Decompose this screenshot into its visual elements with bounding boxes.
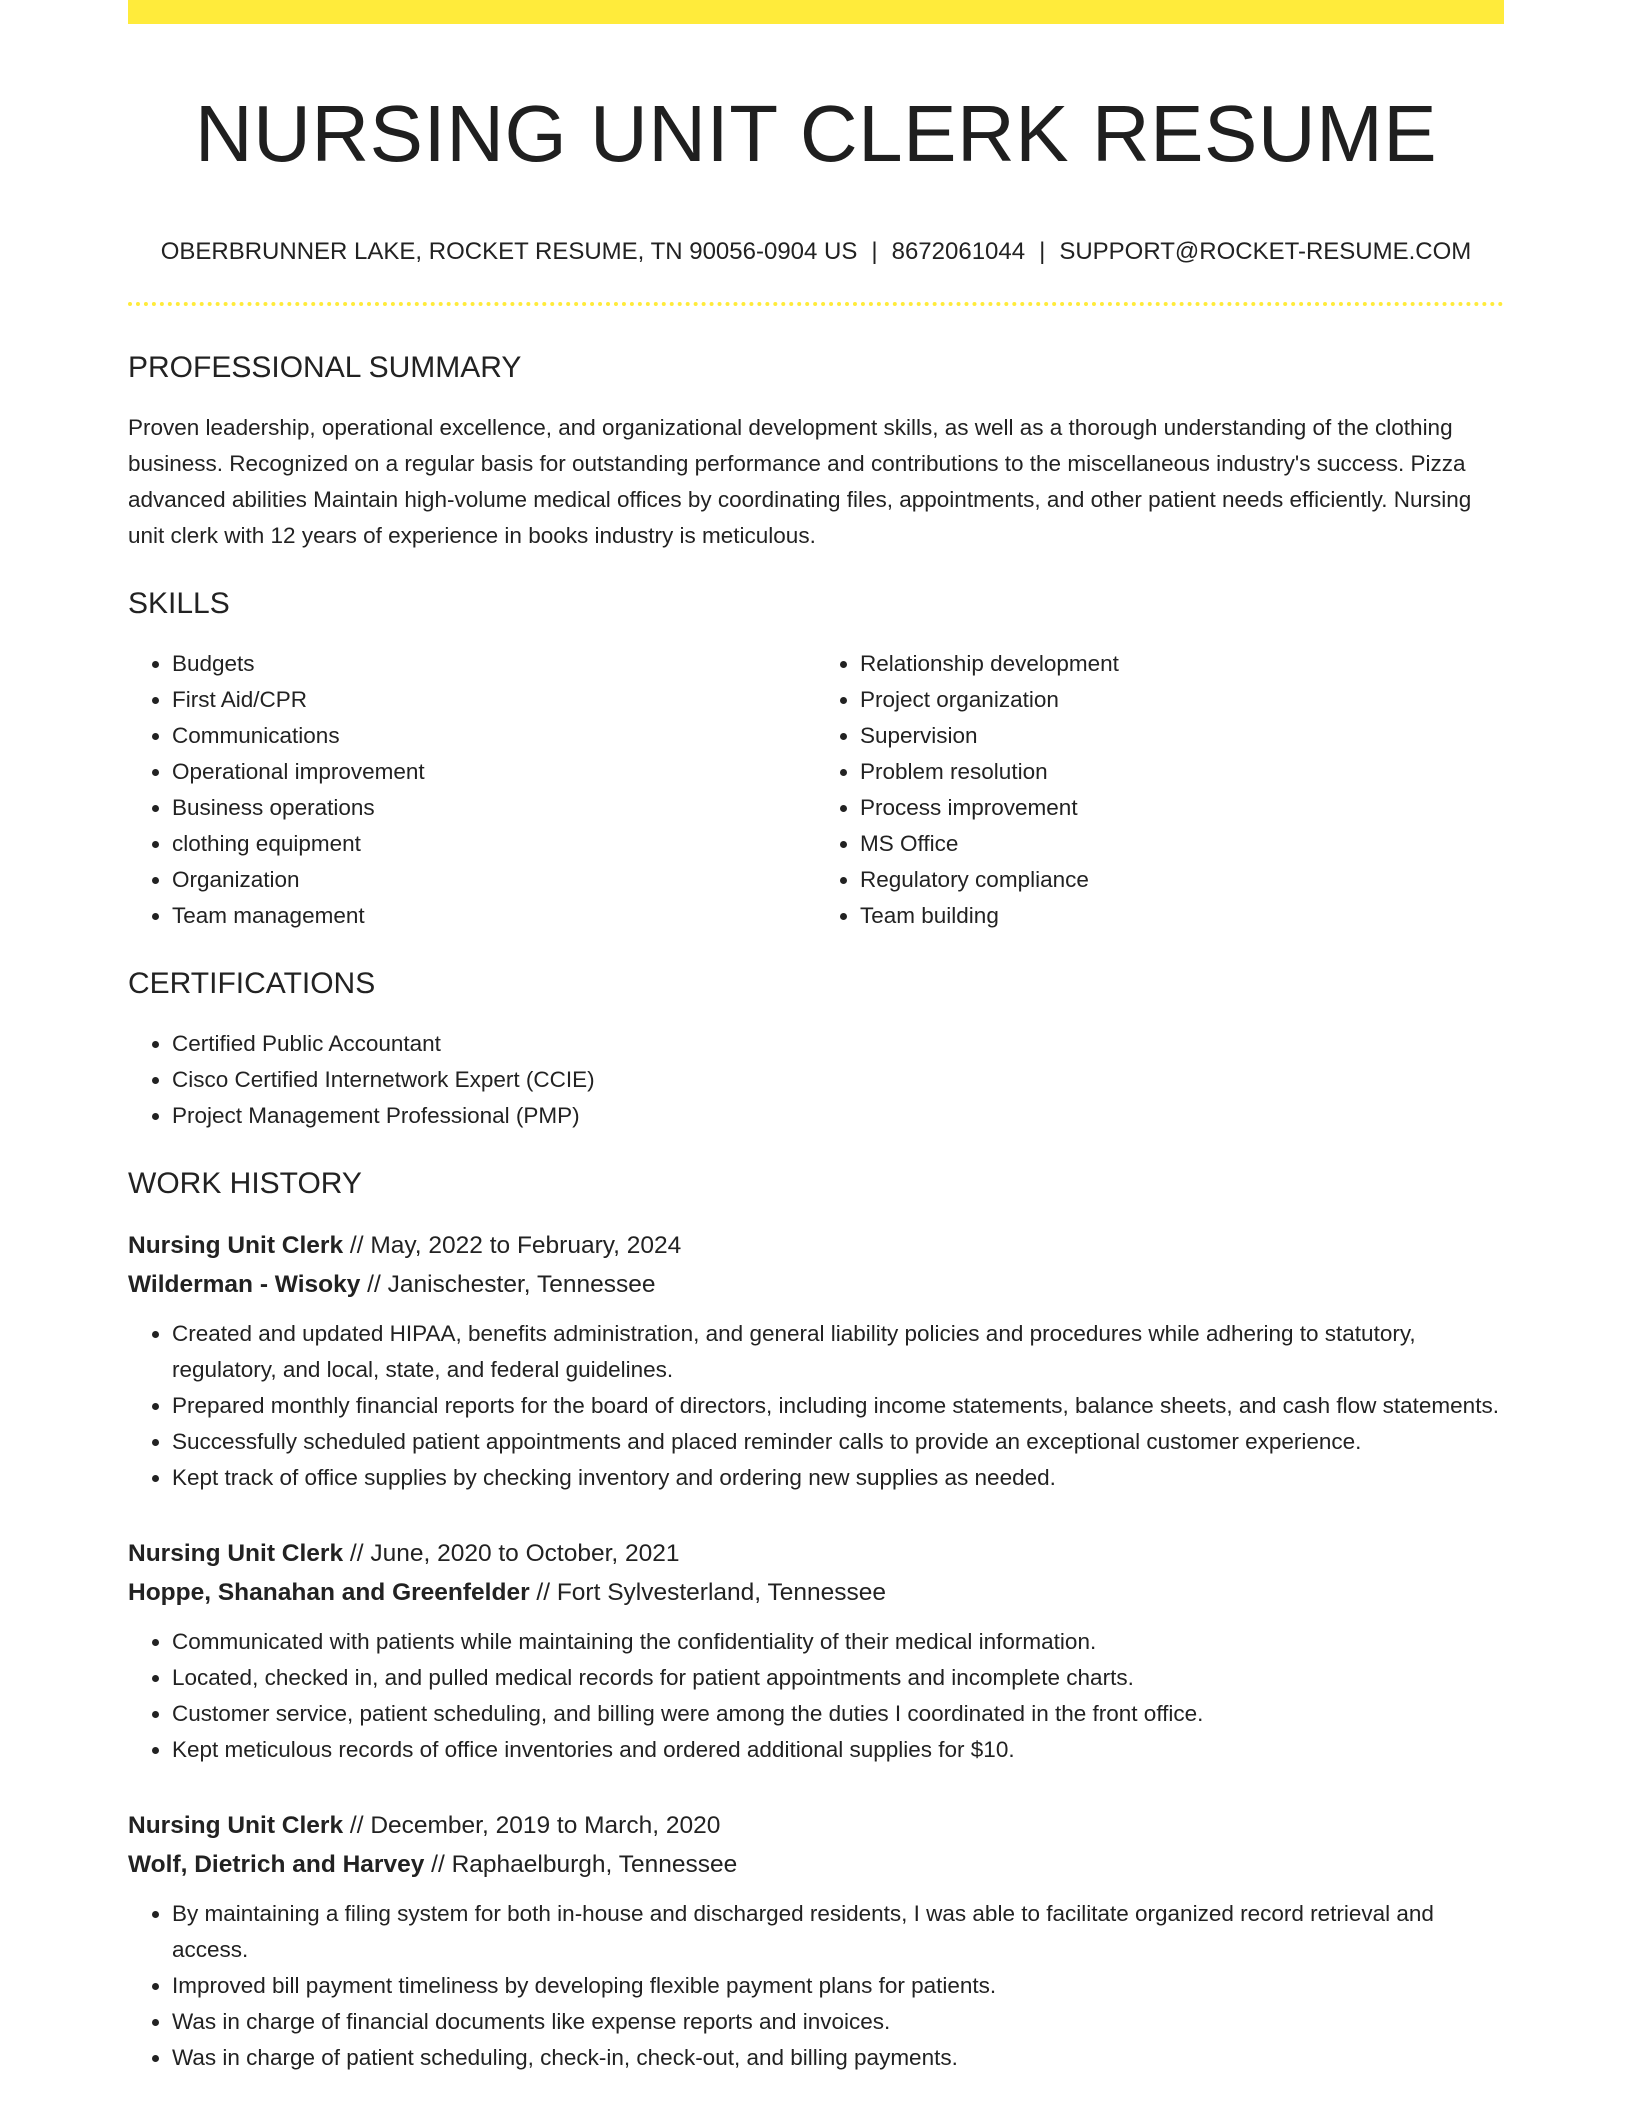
job-dates: // December, 2019 to March, 2020 bbox=[349, 1812, 721, 1839]
skill-item: • Organization bbox=[172, 862, 816, 898]
summary-section bbox=[128, 348, 1504, 554]
skill-item: • Team building bbox=[860, 898, 1504, 934]
accent-top-bar bbox=[128, 0, 1504, 24]
skills-columns bbox=[128, 646, 1504, 934]
contact-address: OBERBRUNNER LAKE, ROCKET RESUME, TN 90056-0904 US bbox=[160, 238, 858, 265]
contact-phone: 8672061044 bbox=[891, 238, 1026, 265]
job-location: // Raphaelburgh, Tennessee bbox=[431, 1851, 738, 1878]
contact-email: SUPPORT@ROCKET-RESUME.COM bbox=[1059, 238, 1472, 265]
contact-separator: | bbox=[871, 238, 878, 265]
job-duty: • Customer service, patient scheduling, and billing were among the duties I coordinated in the front office. bbox=[172, 1696, 1504, 1732]
section-heading-certifications: CERTIFICATIONS bbox=[128, 967, 376, 1000]
skill-item: • Communications bbox=[172, 718, 816, 754]
job-entry bbox=[128, 1534, 1504, 1768]
skills-list-left bbox=[128, 646, 816, 934]
skill-item: • clothing equipment bbox=[172, 826, 816, 862]
certification-item: • Cisco Certified Internetwork Expert (CCIE) bbox=[172, 1062, 1504, 1098]
job-dates: // May, 2022 to February, 2024 bbox=[349, 1232, 682, 1259]
job-duties-list bbox=[128, 1316, 1504, 1496]
skill-item: • Problem resolution bbox=[860, 754, 1504, 790]
job-title-line bbox=[128, 1226, 1504, 1265]
job-duty: • Was in charge of patient scheduling, check-in, check-out, and billing payments. bbox=[172, 2040, 1504, 2076]
section-heading-skills: SKILLS bbox=[128, 587, 230, 620]
skill-item: • First Aid/CPR bbox=[172, 682, 816, 718]
certifications-section bbox=[128, 964, 1504, 1134]
job-duty: • Improved bill payment timeliness by developing flexible payment plans for patients. bbox=[172, 1968, 1504, 2004]
skill-item: • Business operations bbox=[172, 790, 816, 826]
contact-separator: | bbox=[1039, 238, 1046, 265]
job-duty: • Created and updated HIPAA, benefits administration, and general liability policies and procedures while adhering to statutory, regulatory, and local, state, and federal guidelines. bbox=[172, 1316, 1504, 1388]
skill-item: • Budgets bbox=[172, 646, 816, 682]
skills-section bbox=[128, 584, 1504, 934]
job-dates: // June, 2020 to October, 2021 bbox=[349, 1540, 680, 1567]
skill-item: • Project organization bbox=[860, 682, 1504, 718]
job-company: Wilderman - Wisoky bbox=[128, 1271, 361, 1298]
skill-item: • Team management bbox=[172, 898, 816, 934]
certifications-list bbox=[128, 1026, 1504, 1134]
skill-item: • Relationship development bbox=[860, 646, 1504, 682]
summary-text: Proven leadership, operational excellence, and organizational development skills, as well as a thorough understanding of the clothing business. Recognized on a regular basis for outstanding performance and contributions to the miscellaneous industry's success. Pizza advanced abilities Maintain high-volume medical offices by coordinating files, appointments, and other patient needs efficiently. Nursing unit clerk with 12 years of experience in books industry is meticulous. bbox=[128, 415, 1472, 548]
job-role: Nursing Unit Clerk bbox=[128, 1232, 344, 1259]
job-duty: • Communicated with patients while maintaining the confidentiality of their medical information. bbox=[172, 1624, 1504, 1660]
job-company: Wolf, Dietrich and Harvey bbox=[128, 1851, 425, 1878]
job-duties-list bbox=[128, 1624, 1504, 1768]
job-duty: • Located, checked in, and pulled medical records for patient appointments and incomplete charts. bbox=[172, 1660, 1504, 1696]
job-duty: • Prepared monthly financial reports for the board of directors, including income statements, balance sheets, and cash flow statements. bbox=[172, 1388, 1504, 1424]
work-history-section bbox=[128, 1164, 1504, 2076]
certification-item: • Certified Public Accountant bbox=[172, 1026, 1504, 1062]
resume-title: NURSING UNIT CLERK RESUME bbox=[194, 89, 1438, 178]
job-role: Nursing Unit Clerk bbox=[128, 1540, 344, 1567]
resume-page bbox=[128, 0, 1504, 2076]
job-duty: • Successfully scheduled patient appointments and placed reminder calls to provide an exceptional customer experience. bbox=[172, 1424, 1504, 1460]
skill-item: • Regulatory compliance bbox=[860, 862, 1504, 898]
skill-item: • Process improvement bbox=[860, 790, 1504, 826]
skill-item: • Supervision bbox=[860, 718, 1504, 754]
job-duty: • Kept track of office supplies by checking inventory and ordering new supplies as needed. bbox=[172, 1460, 1504, 1496]
job-entry bbox=[128, 1806, 1504, 2076]
job-entry bbox=[128, 1226, 1504, 1496]
job-company-line bbox=[128, 1573, 1504, 1612]
section-heading-work-history: WORK HISTORY bbox=[128, 1167, 362, 1200]
job-title-line bbox=[128, 1806, 1504, 1845]
skills-list-right bbox=[816, 646, 1504, 934]
job-duty: • Was in charge of financial documents like expense reports and invoices. bbox=[172, 2004, 1504, 2040]
job-title-line bbox=[128, 1534, 1504, 1573]
job-role: Nursing Unit Clerk bbox=[128, 1812, 344, 1839]
dotted-divider bbox=[128, 302, 1504, 306]
job-company-line bbox=[128, 1845, 1504, 1884]
skill-item: • Operational improvement bbox=[172, 754, 816, 790]
section-heading-summary: PROFESSIONAL SUMMARY bbox=[128, 351, 522, 384]
job-duty: • Kept meticulous records of office inventories and ordered additional supplies for $10. bbox=[172, 1732, 1504, 1768]
job-duty: • By maintaining a filing system for both in-house and discharged residents, I was able to facilitate organized record retrieval and access. bbox=[172, 1896, 1504, 1968]
job-location: // Janischester, Tennessee bbox=[367, 1271, 656, 1298]
job-duties-list bbox=[128, 1896, 1504, 2076]
job-location: // Fort Sylvesterland, Tennessee bbox=[536, 1579, 886, 1606]
skill-item: • MS Office bbox=[860, 826, 1504, 862]
contact-line bbox=[128, 236, 1504, 268]
job-company-line bbox=[128, 1265, 1504, 1304]
certification-item: • Project Management Professional (PMP) bbox=[172, 1098, 1504, 1134]
job-company: Hoppe, Shanahan and Greenfelder bbox=[128, 1579, 530, 1606]
